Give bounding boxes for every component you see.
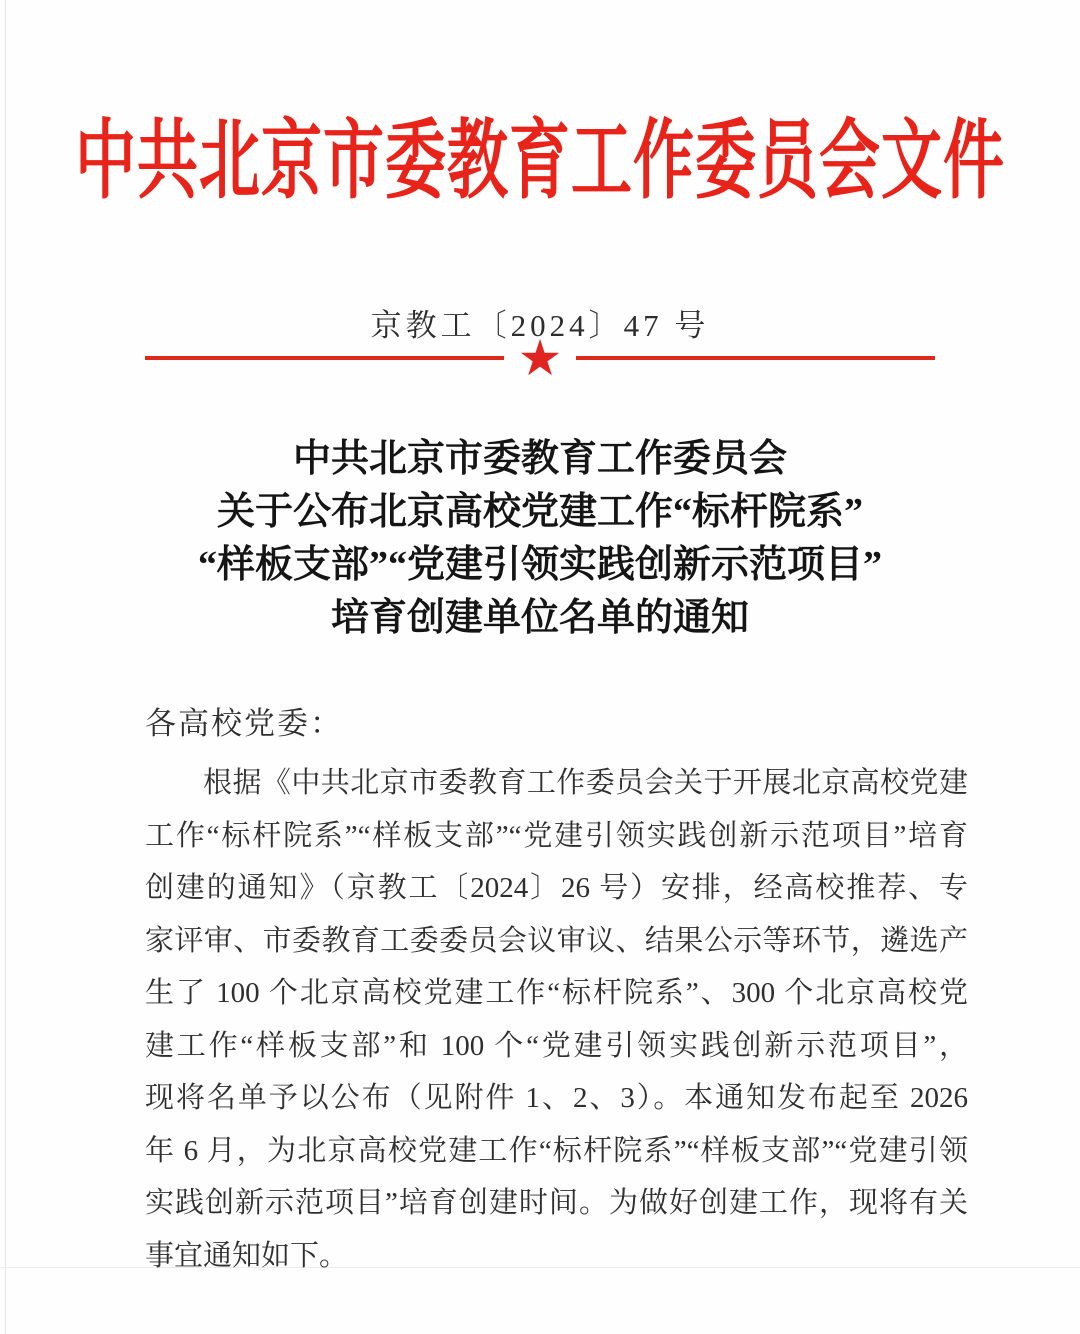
document-title: [50, 433, 1030, 645]
document-title-line: 关于公布北京高校党建工作“标杆院系”: [216, 491, 863, 533]
body-text-line: 工作“标杆院系”“样板支部”“党建引领实践创新示范项目”培育: [145, 819, 968, 852]
document-title-line: “样板支部”“党建引领实践创新示范项目”: [197, 544, 882, 586]
document-number: 京教工〔2024〕47 号: [370, 308, 710, 343]
body-text-line: 事宜通知如下。: [145, 1239, 349, 1272]
body-paragraph: [145, 757, 968, 1282]
salutation: 各高校党委：: [145, 706, 343, 741]
body-text-line: 创建的通知》（京教工〔2024〕26 号）安排，经高校推荐、专: [145, 872, 968, 904]
red-divider-left-segment: [145, 356, 504, 360]
body-text-line: 家评审、市委教育工委委员会议审议、结果公示等环节，遴选产: [145, 924, 968, 957]
document-title-line: 中共北京市委教育工作委员会: [292, 438, 787, 480]
red-divider: [145, 330, 935, 386]
body-text-line: 建工作“样板支部”和 100 个“党建引领实践创新示范项目”，: [145, 1029, 968, 1062]
body-text-line: 生了 100 个北京高校党建工作“标杆院系”、300 个北京高校党: [145, 977, 968, 1009]
red-divider-right-segment: [576, 356, 935, 360]
document-title-line: 培育创建单位名单的通知: [330, 597, 749, 639]
masthead-title: 中共北京市委教育工作委员会文件: [74, 114, 1005, 210]
body-text-line: 年 6 月，为北京高校党建工作“标杆院系”“样板支部”“党建引领: [145, 1134, 968, 1167]
body-text-line: 根据《中共北京市委教育工作委员会关于开展北京高校党建: [203, 767, 968, 799]
body-text-line: 实践创新示范项目”培育创建时间。为做好创建工作，现将有关: [145, 1187, 968, 1219]
body-text-line: 现将名单予以公布（见附件 1、2、3）。本通知发布起至 2026: [145, 1082, 968, 1114]
star-icon: ★: [517, 330, 563, 386]
